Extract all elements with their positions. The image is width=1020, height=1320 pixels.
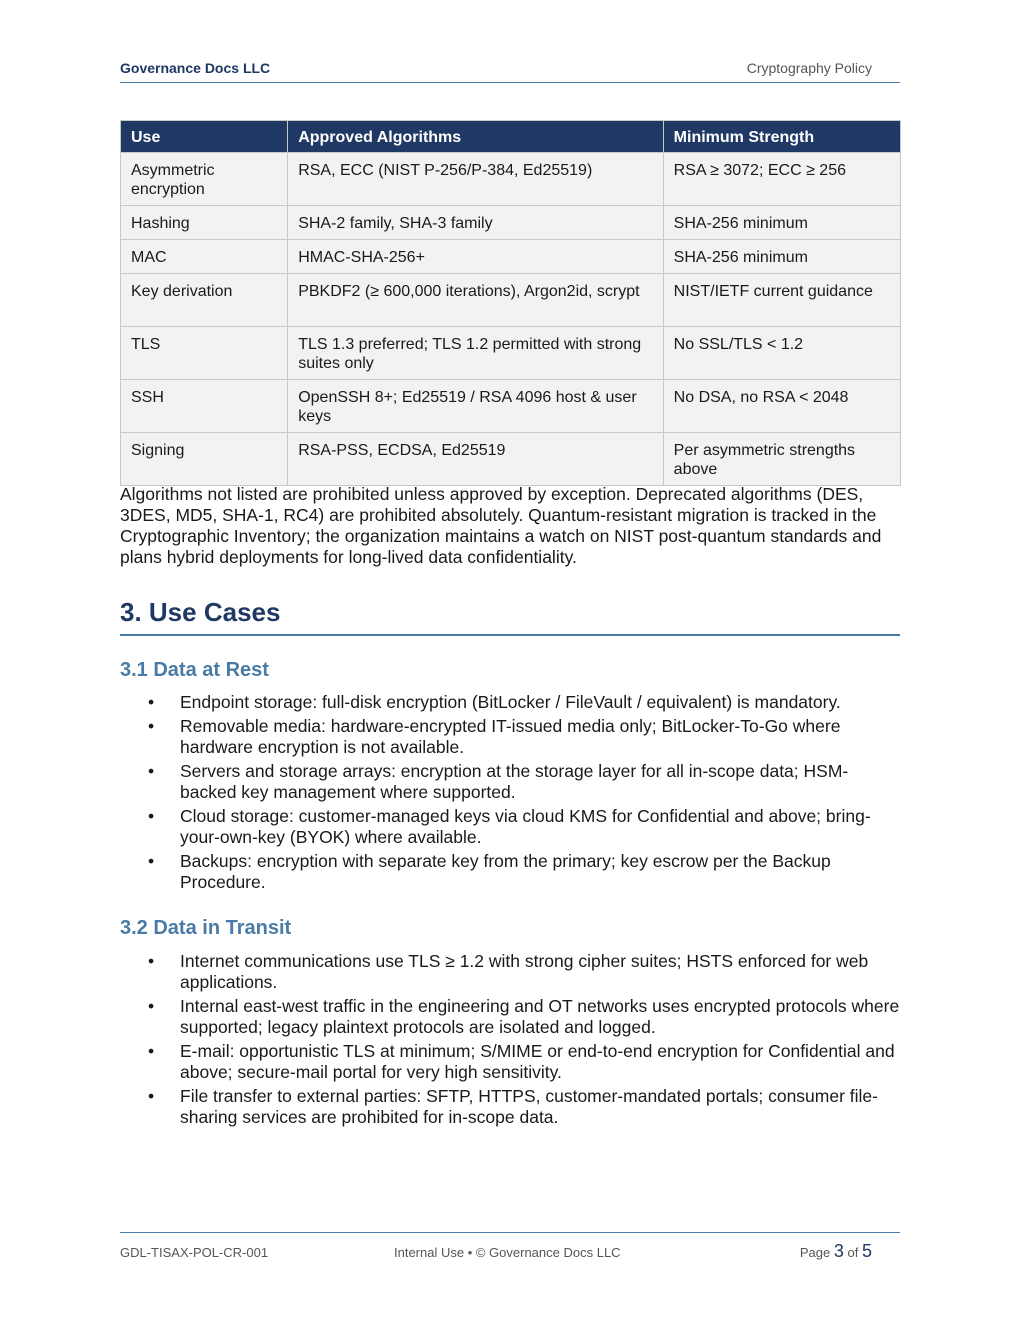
list-item [120,951,900,993]
table-cell: No DSA, no RSA < 2048 [663,380,900,433]
list-item [120,806,900,848]
list-item-text: Endpoint storage: full-disk encryption (BitLocker / FileVault / equivalent) is mandatory. [180,692,841,712]
table-cell: SHA-256 minimum [663,240,900,274]
total-pages: 5 [861,1241,872,1261]
table-cell: RSA-PSS, ECDSA, Ed25519 [288,433,663,486]
data-in-transit-list [120,951,900,1131]
table-cell: RSA ≥ 3072; ECC ≥ 256 [663,153,900,206]
bullet-icon: • [148,1041,155,1061]
bullet-icon: • [148,806,155,826]
table-cell: Signing [121,433,288,486]
table-row [121,274,901,327]
table-row [121,206,901,240]
list-item-text: File transfer to external parties: SFTP, HTTPS, customer-mandated portals; consumer file-sharing services are prohibited for in-scope data. [180,1086,878,1127]
classification-label: Internal Use • © Governance Docs LLC [394,1245,621,1260]
table-row [121,153,901,206]
table-cell: HMAC-SHA-256+ [288,240,663,274]
section-heading: 3. Use Cases [120,596,900,636]
list-item-text: Cloud storage: customer-managed keys via cloud KMS for Confidential and above; bring-your-own-key (BYOK) where available. [180,806,871,847]
table-row [121,380,901,433]
table-cell: Asymmetric encryption [121,153,288,206]
table-cell: TLS 1.3 preferred; TLS 1.2 permitted with strong suites only [288,327,663,380]
document-title: Cryptography Policy [746,60,872,76]
list-item-text: Internet communications use TLS ≥ 1.2 with strong cipher suites; HSTS enforced for web applications. [180,951,869,992]
table-row [121,433,901,486]
table-row [121,240,901,274]
document-id: GDL-TISAX-POL-CR-001 [120,1245,269,1260]
list-item [120,692,900,713]
table-cell: PBKDF2 (≥ 600,000 iterations), Argon2id, scrypt [288,274,663,327]
table-cell: Hashing [121,206,288,240]
list-item-text: Servers and storage arrays: encryption at the storage layer for all in-scope data; HSM-backed key management where supported. [180,761,849,802]
table-cell: SHA-256 minimum [663,206,900,240]
data-at-rest-list [120,692,900,896]
column-header-use: Use [121,121,288,153]
table-cell: NIST/IETF current guidance [663,274,900,327]
bullet-icon: • [148,761,155,781]
list-item-text: Backups: encryption with separate key from the primary; key escrow per the Backup Procedure. [180,851,831,892]
bullet-icon: • [148,716,155,736]
table-cell: SSH [121,380,288,433]
bullet-icon: • [148,851,155,871]
bullet-icon: • [148,996,155,1016]
table-row [121,327,901,380]
subsection-heading-data-in-transit: 3.2 Data in Transit [120,917,292,939]
table-cell: Per asymmetric strengths above [663,433,900,486]
list-item [120,996,900,1038]
company-name: Governance Docs LLC [120,60,271,76]
table-cell: MAC [121,240,288,274]
page-footer [120,1232,900,1263]
list-item [120,761,900,803]
page-label: Page [799,1245,831,1260]
current-page: 3 [833,1241,844,1261]
bullet-icon: • [148,692,155,712]
table-cell: RSA, ECC (NIST P-256/P-384, Ed25519) [288,153,663,206]
list-item-text: E-mail: opportunistic TLS at minimum; S/MIME or end-to-end encryption for Confidential and above; secure-mail portal for very high sensitivity. [180,1041,895,1082]
algorithms-table [120,120,901,486]
column-header-approved-algorithms: Approved Algorithms [288,121,663,153]
of-label: of [847,1245,859,1260]
algorithms-note: Algorithms not listed are prohibited unless approved by exception. Deprecated algorithms (DES, 3DES, MD5, SHA-1, RC4) are prohibited absolutely. Quantum-resistant migration is tracked in the Cryptographic Inventory; the organization maintains a watch on NIST post-quantum standards and plans hybrid deployments for long-lived data confidentiality. [120,484,882,567]
list-item [120,1086,900,1128]
table-cell: SHA-2 family, SHA-3 family [288,206,663,240]
document-page [120,0,900,1320]
list-item-text: Removable media: hardware-encrypted IT-issued media only; BitLocker-To-Go where hardware encryption is not available. [180,716,841,757]
list-item [120,716,900,758]
column-header-minimum-strength: Minimum Strength [663,121,900,153]
bullet-icon: • [148,951,155,971]
page-number [800,1241,872,1262]
subsection-heading-data-at-rest: 3.1 Data at Rest [120,659,269,681]
table-cell: OpenSSH 8+; Ed25519 / RSA 4096 host & user keys [288,380,663,433]
bullet-icon: • [148,1086,155,1106]
list-item-text: Internal east-west traffic in the engineering and OT networks uses encrypted protocols where supported; legacy plaintext protocols are isolated and logged. [180,996,900,1037]
list-item [120,1041,900,1083]
table-header-row [121,121,901,153]
table-cell: No SSL/TLS < 1.2 [663,327,900,380]
page-header [120,58,900,83]
table-cell: TLS [121,327,288,380]
list-item [120,851,900,893]
table-cell: Key derivation [121,274,288,327]
